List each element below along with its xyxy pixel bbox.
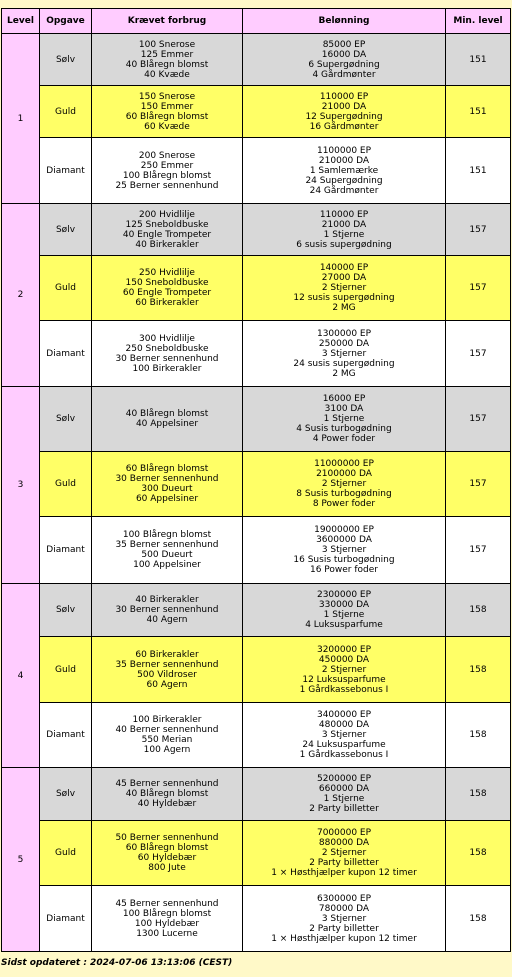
header-level: Level [2, 9, 40, 34]
task-solv: Sølv [40, 768, 92, 821]
reward-item: 4 Luksusparfume [305, 620, 383, 630]
table-row [2, 387, 511, 452]
required-cell [92, 256, 243, 321]
required-item: 125 Sneboldbuske [125, 219, 209, 230]
min-level-cell: 157 [446, 452, 511, 517]
reward-item: 2100000 DA [316, 469, 372, 479]
table-row [2, 204, 511, 256]
reward-cell [243, 517, 446, 584]
required-item: 60 Appelsiner [135, 494, 199, 504]
required-item: 30 Berner sennenhund [115, 353, 219, 364]
min-level-cell: 158 [446, 637, 511, 703]
required-item: 800 Jute [148, 863, 186, 873]
required-item: 60 Engle Trompeter [122, 288, 212, 298]
reward-item: 110000 EP [319, 91, 369, 102]
task-guld: Guld [40, 452, 92, 517]
reward-item: 2 Stjerner [321, 664, 367, 675]
table-row [2, 517, 511, 584]
required-item: 40 Birkerakler [135, 595, 199, 605]
min-level-cell: 157 [446, 256, 511, 321]
task-solv: Sølv [40, 387, 92, 452]
required-item: 60 Blåregn blomst [125, 111, 209, 122]
reward-item: 3 Stjerner [321, 545, 367, 555]
min-level-cell: 151 [446, 34, 511, 86]
required-item: 200 Hvidlilje [139, 209, 195, 220]
reward-cell [243, 387, 446, 452]
reward-item: 330000 DA [318, 600, 370, 610]
table-row [2, 138, 511, 204]
task-diamant: Diamant [40, 886, 92, 952]
reward-item: 12 susis supergødning [293, 293, 395, 303]
reward-item: 8 Power foder [312, 499, 376, 509]
reward-item: 11000000 EP [314, 459, 374, 469]
required-item: 1300 Lucerne [136, 928, 198, 939]
reward-item: 6300000 EP [316, 893, 372, 904]
required-cell [92, 821, 243, 886]
reward-item: 1 Stjerne [323, 610, 365, 620]
required-item: 100 Blåregn blomst [122, 908, 212, 919]
required-item: 250 Sneboldbuske [125, 343, 209, 354]
required-item: 30 Berner sennenhund [115, 474, 219, 484]
reward-cell [243, 886, 446, 952]
required-cell [92, 517, 243, 584]
required-item: 250 Emmer [140, 160, 194, 171]
header-row [2, 9, 511, 34]
required-item: 100 Birkerakler [132, 715, 202, 725]
table-row [2, 452, 511, 517]
required-item: 60 Blåregn blomst [125, 843, 209, 853]
reward-item: 2 Party billetter [309, 858, 379, 868]
required-item: 60 Birkerakler [135, 298, 199, 308]
required-item: 300 Dueurt [141, 484, 193, 494]
rewards-table [1, 8, 511, 952]
reward-item: 6 Supergødning [308, 59, 380, 70]
reward-item: 3200000 EP [316, 644, 372, 655]
table-row [2, 34, 511, 86]
min-level-cell: 157 [446, 517, 511, 584]
level-cell: 3 [2, 387, 40, 584]
reward-item: 2 Stjerner [321, 848, 367, 858]
reward-item: 16000 EP [322, 394, 366, 404]
required-item: 40 Engle Trompeter [122, 229, 212, 240]
reward-item: 3100 DA [324, 404, 364, 414]
reward-item: 660000 DA [318, 784, 370, 794]
level-cell: 4 [2, 584, 40, 768]
required-item: 150 Emmer [140, 101, 194, 112]
required-item: 125 Emmer [140, 49, 194, 60]
required-item: 40 Birkerakler [135, 239, 199, 250]
min-level-cell: 158 [446, 584, 511, 637]
required-item: 40 Agern [146, 615, 188, 625]
reward-item: 8 Susis turbogødning [296, 489, 392, 499]
task-solv: Sølv [40, 584, 92, 637]
min-level-cell: 151 [446, 138, 511, 204]
reward-item: 4 Gårdmønter [312, 69, 376, 80]
reward-item: 16 Gårdmønter [309, 121, 379, 132]
reward-item: 450000 DA [318, 654, 370, 665]
reward-item: 250000 DA [318, 338, 370, 349]
required-item: 200 Snerose [138, 150, 196, 161]
table-row [2, 86, 511, 138]
task-guld: Guld [40, 821, 92, 886]
reward-cell [243, 584, 446, 637]
required-item: 100 Blåregn blomst [122, 530, 212, 540]
table-row [2, 637, 511, 703]
reward-item: 1 Stjerne [323, 229, 365, 240]
required-item: 60 Agern [146, 679, 188, 690]
task-diamant: Diamant [40, 517, 92, 584]
task-guld: Guld [40, 256, 92, 321]
required-item: 250 Hvidlilje [139, 268, 195, 278]
required-item: 40 Appelsiner [135, 419, 199, 429]
reward-cell [243, 452, 446, 517]
required-item: 60 Blåregn blomst [125, 464, 209, 474]
reward-item: 3 Stjerner [321, 913, 367, 924]
required-item: 35 Berner sennenhund [115, 540, 219, 550]
reward-cell [243, 703, 446, 768]
reward-item: 85000 EP [322, 39, 366, 50]
required-cell [92, 637, 243, 703]
required-item: 50 Berner sennenhund [115, 833, 219, 843]
reward-item: 6 susis supergødning [296, 239, 392, 250]
reward-item: 16000 DA [321, 49, 367, 60]
reward-item: 3 Stjerner [321, 348, 367, 359]
reward-item: 110000 EP [319, 209, 369, 220]
required-cell [92, 34, 243, 86]
header-required: Krævet forbrug [92, 9, 243, 34]
reward-item: 140000 EP [319, 263, 369, 273]
reward-item: 3400000 EP [316, 710, 372, 720]
required-item: 550 Merian [141, 735, 193, 745]
required-item: 40 Berner sennenhund [115, 725, 219, 735]
reward-item: 2 Party billetter [309, 804, 379, 814]
reward-cell [243, 204, 446, 256]
table-row [2, 703, 511, 768]
reward-item: 2 MG [332, 368, 356, 379]
required-cell [92, 768, 243, 821]
table-row [2, 768, 511, 821]
reward-item: 24 Luksusparfume [302, 740, 386, 750]
table-row [2, 256, 511, 321]
reward-item: 1 × Høsthjælper kupon 12 timer [271, 868, 417, 878]
reward-item: 27000 DA [321, 273, 367, 283]
required-item: 40 Kvæde [144, 69, 190, 80]
task-solv: Sølv [40, 204, 92, 256]
required-cell [92, 138, 243, 204]
level-cell: 2 [2, 204, 40, 387]
min-level-cell: 158 [446, 821, 511, 886]
required-item: 60 Kvæde [144, 121, 190, 132]
required-item: 40 Blåregn blomst [125, 789, 209, 799]
min-level-cell: 158 [446, 703, 511, 768]
task-guld: Guld [40, 637, 92, 703]
reward-item: 4 Power foder [312, 434, 376, 444]
reward-item: 21000 DA [321, 219, 367, 230]
reward-item: 2 MG [332, 303, 356, 313]
reward-cell [243, 86, 446, 138]
table-row [2, 821, 511, 886]
reward-item: 12 Supergødning [305, 111, 383, 122]
task-solv: Sølv [40, 34, 92, 86]
task-diamant: Diamant [40, 138, 92, 204]
table-row [2, 321, 511, 387]
required-item: 300 Hvidlilje [139, 333, 195, 344]
reward-item: 1 × Høsthjælper kupon 12 timer [271, 933, 417, 944]
reward-item: 5200000 EP [316, 774, 372, 784]
required-cell [92, 86, 243, 138]
reward-item: 3600000 DA [316, 535, 372, 545]
required-cell [92, 321, 243, 387]
required-item: 40 Hyldebær [137, 799, 197, 809]
table-body [2, 34, 511, 952]
required-item: 25 Berner sennenhund [115, 180, 219, 191]
reward-item: 1 Gårdkassebonus I [299, 684, 389, 695]
reward-cell [243, 34, 446, 86]
required-item: 100 Agern [143, 745, 191, 755]
reward-cell [243, 256, 446, 321]
reward-item: 16 Susis turbogødning [293, 555, 395, 565]
required-item: 60 Hyldebær [137, 853, 197, 863]
reward-cell [243, 768, 446, 821]
required-cell [92, 452, 243, 517]
required-item: 100 Snerose [138, 39, 196, 50]
required-item: 45 Berner sennenhund [115, 779, 219, 789]
required-cell [92, 584, 243, 637]
reward-cell [243, 321, 446, 387]
required-cell [92, 387, 243, 452]
reward-item: 1 Gårdkassebonus I [299, 750, 389, 760]
required-item: 100 Appelsiner [133, 560, 201, 570]
last-updated: Sidst opdateret : 2024-07-06 13:13:06 (CEST) [1, 958, 233, 968]
reward-item: 1 Samlemærke [309, 165, 379, 176]
level-cell: 5 [2, 768, 40, 952]
reward-cell [243, 138, 446, 204]
reward-item: 24 Gårdmønter [309, 185, 379, 196]
required-item: 100 Birkerakler [132, 363, 202, 374]
min-level-cell: 157 [446, 387, 511, 452]
min-level-cell: 157 [446, 204, 511, 256]
reward-item: 1 Stjerne [323, 414, 365, 424]
level-cell: 1 [2, 34, 40, 204]
required-item: 45 Berner sennenhund [115, 898, 219, 909]
reward-item: 2 Party billetter [309, 923, 379, 934]
min-level-cell: 157 [446, 321, 511, 387]
min-level-cell: 158 [446, 886, 511, 952]
reward-item: 12 Luksusparfume [302, 674, 386, 685]
reward-item: 24 Supergødning [305, 175, 383, 186]
table-row [2, 886, 511, 952]
task-diamant: Diamant [40, 703, 92, 768]
required-item: 500 Vildroser [137, 669, 197, 680]
min-level-cell: 151 [446, 86, 511, 138]
reward-item: 7000000 EP [316, 828, 372, 838]
reward-item: 21000 DA [321, 101, 367, 112]
reward-cell [243, 637, 446, 703]
reward-item: 210000 DA [318, 155, 370, 166]
reward-item: 1100000 EP [316, 145, 372, 156]
reward-item: 1 Stjerne [323, 794, 365, 804]
header-reward: Belønning [243, 9, 446, 34]
required-item: 60 Birkerakler [135, 649, 199, 660]
reward-item: 4 Susis turbogødning [296, 424, 392, 434]
reward-item: 780000 DA [318, 903, 370, 914]
reward-item: 19000000 EP [314, 525, 374, 535]
reward-item: 2 Stjerner [321, 283, 367, 293]
required-item: 40 Blåregn blomst [125, 59, 209, 70]
min-level-cell: 158 [446, 768, 511, 821]
required-item: 100 Hyldebær [134, 918, 200, 929]
required-item: 40 Blåregn blomst [125, 409, 209, 419]
header-task: Opgave [40, 9, 92, 34]
reward-item: 3 Stjerner [321, 730, 367, 740]
required-cell [92, 204, 243, 256]
reward-item: 1300000 EP [316, 328, 372, 339]
header-min-level: Min. level [446, 9, 511, 34]
required-item: 100 Blåregn blomst [122, 170, 212, 181]
required-item: 150 Sneboldbuske [125, 278, 209, 288]
reward-item: 480000 DA [318, 720, 370, 730]
required-cell [92, 886, 243, 952]
reward-item: 2 Stjerner [321, 479, 367, 489]
reward-item: 2300000 EP [316, 590, 372, 600]
reward-item: 16 Power foder [309, 565, 378, 575]
reward-cell [243, 821, 446, 886]
table-row [2, 584, 511, 637]
required-item: 150 Snerose [138, 91, 196, 102]
required-cell [92, 703, 243, 768]
required-item: 35 Berner sennenhund [115, 659, 219, 670]
required-item: 30 Berner sennenhund [115, 605, 219, 615]
required-item: 500 Dueurt [141, 550, 193, 560]
task-guld: Guld [40, 86, 92, 138]
reward-item: 880000 DA [318, 838, 370, 848]
reward-item: 24 susis supergødning [293, 358, 395, 369]
task-diamant: Diamant [40, 321, 92, 387]
